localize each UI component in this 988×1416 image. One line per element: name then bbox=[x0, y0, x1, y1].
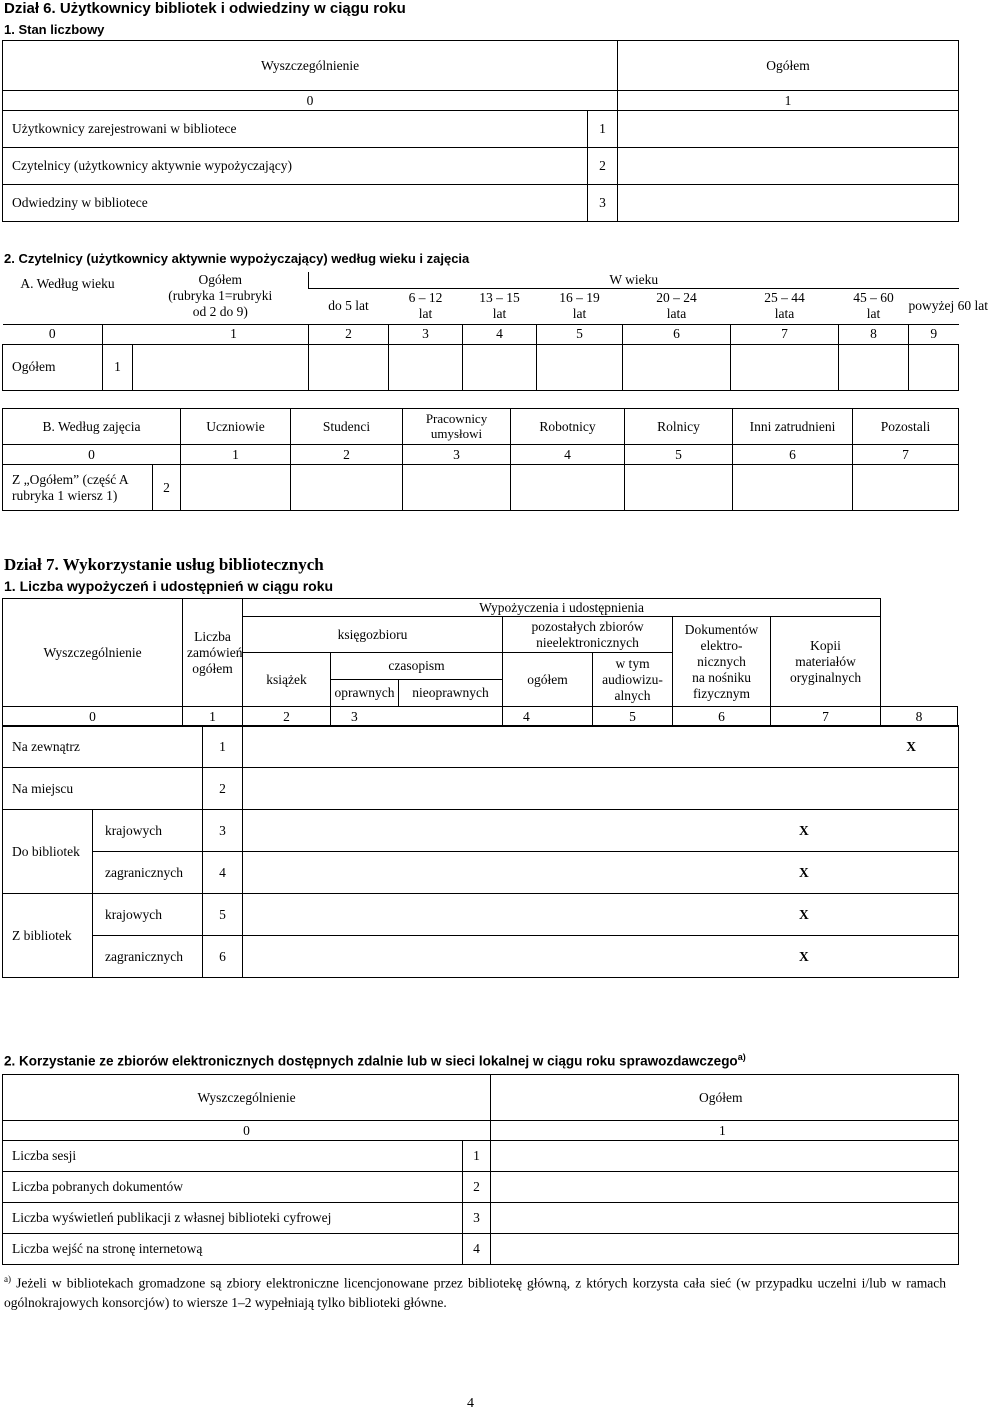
x-mark: X bbox=[243, 810, 959, 852]
age-col: 13 – 15 bbox=[479, 290, 520, 306]
footnote-mark: a) bbox=[4, 1274, 11, 1284]
section-7-subtitle-2 bbox=[4, 1052, 746, 1069]
value-cell[interactable] bbox=[853, 465, 959, 511]
value-cell[interactable] bbox=[733, 465, 853, 511]
value-cell[interactable] bbox=[463, 344, 537, 390]
row-sublabel: zagranicznych bbox=[93, 852, 203, 894]
col-number: 6 bbox=[673, 707, 771, 727]
value-cell[interactable] bbox=[133, 344, 309, 390]
col-number: 3 bbox=[331, 707, 503, 727]
readers-by-occupation-table bbox=[2, 408, 959, 511]
col-number: 1 bbox=[183, 707, 243, 727]
col-number: 9 bbox=[909, 324, 959, 344]
electronic-use-table bbox=[2, 1074, 959, 1265]
header-books: książek bbox=[243, 653, 331, 707]
col-number: 1 bbox=[618, 91, 959, 111]
col-number: 0 bbox=[3, 1121, 491, 1141]
row-number: 1 bbox=[463, 1141, 491, 1172]
col-number: 1 bbox=[103, 324, 309, 344]
col-number: 7 bbox=[771, 707, 881, 727]
col-number: 0 bbox=[3, 91, 618, 111]
col-number: 4 bbox=[511, 445, 625, 465]
col-number: 6 bbox=[623, 324, 731, 344]
value-cell[interactable] bbox=[491, 1203, 959, 1234]
age-col-unit: lat bbox=[492, 306, 507, 322]
header-total: Ogółem bbox=[618, 41, 959, 91]
age-col: 45 – 60 bbox=[853, 290, 894, 306]
col-number: 4 bbox=[463, 324, 537, 344]
occupation-col: Uczniowie bbox=[181, 409, 291, 445]
value-cell[interactable] bbox=[181, 465, 291, 511]
col-number: 5 bbox=[593, 707, 673, 727]
header-periodicals: czasopism bbox=[388, 658, 445, 673]
occupation-col: Studenci bbox=[291, 409, 403, 445]
value-cell[interactable] bbox=[491, 1234, 959, 1265]
col-number: 8 bbox=[839, 324, 909, 344]
row-number: 4 bbox=[463, 1234, 491, 1265]
footnote-text: Jeżeli w bibliotekach gromadzone są zbiory elektroniczne licencjonowane przez bibliotekę główną, z których korzysta cała sieć (w przypadku uczelni i/lub w ramach ogólnokrajowych konsorcjów) to wiersze 1–2 wypełniają tylko biblioteki główne. bbox=[4, 1275, 947, 1310]
age-col: do 5 lat bbox=[328, 298, 369, 314]
loans-table bbox=[2, 598, 958, 727]
occupation-col: Inni zatrudnieni bbox=[733, 409, 853, 445]
value-cell[interactable] bbox=[511, 465, 625, 511]
row-number: 3 bbox=[463, 1203, 491, 1234]
header-unbound: nieoprawnych bbox=[412, 685, 489, 700]
row-number: 2 bbox=[463, 1172, 491, 1203]
col-number: 7 bbox=[853, 445, 959, 465]
header-orders: Liczba bbox=[194, 628, 231, 644]
section-6-subtitle-2: 2. Czytelnicy (użytkownicy aktywnie wypożyczający) według wieku i zajęcia bbox=[4, 251, 470, 266]
age-col-unit: lat bbox=[418, 306, 433, 322]
users-count-table bbox=[2, 40, 959, 222]
col-number: 5 bbox=[625, 445, 733, 465]
row-label: Ogółem bbox=[3, 344, 103, 390]
value-cell[interactable] bbox=[625, 465, 733, 511]
col-number: 8 bbox=[881, 707, 958, 727]
col-number: 0 bbox=[3, 324, 103, 344]
row-number: 1 bbox=[588, 111, 618, 148]
row-label: Liczba wyświetleń publikacji z własnej biblioteki cyfrowej bbox=[3, 1203, 463, 1234]
header-total: Ogółem bbox=[198, 272, 242, 287]
row-label: Na miejscu bbox=[3, 768, 203, 810]
header-docs: fizycznym bbox=[693, 685, 750, 701]
value-cell[interactable] bbox=[389, 344, 463, 390]
age-col-unit: lata bbox=[774, 306, 795, 322]
section-7-title: Dział 7. Wykorzystanie usług bibliotecznych bbox=[4, 555, 324, 574]
header-specification: Wyszczególnienie bbox=[3, 599, 183, 707]
age-col-unit: lat bbox=[572, 306, 587, 322]
section-6-title: Dział 6. Użytkownicy bibliotek i odwiedziny w ciągu roku bbox=[4, 0, 406, 17]
row-sublabel: krajowych bbox=[93, 894, 203, 936]
col-number: 6 bbox=[733, 445, 853, 465]
row-number: 3 bbox=[203, 810, 243, 852]
row-number: 6 bbox=[203, 936, 243, 978]
row-label: Z „Ogółem” (część A rubryka 1 wiersz 1) bbox=[3, 465, 153, 511]
section-7-subtitle-1: 1. Liczba wypożyczeń i udostępnień w ciągu roku bbox=[4, 578, 334, 594]
col-number: 0 bbox=[3, 707, 183, 727]
header-docs: na nośniku bbox=[692, 669, 751, 685]
value-cell[interactable] bbox=[618, 111, 959, 148]
age-col: 6 – 12 bbox=[408, 290, 443, 306]
row-number: 2 bbox=[153, 465, 181, 511]
value-cell[interactable] bbox=[491, 1141, 959, 1172]
row-label: Użytkownicy zarejestrowani w bibliotece bbox=[3, 111, 588, 148]
col-number: 7 bbox=[731, 324, 839, 344]
header-other-collections: nieelektronicznych bbox=[536, 634, 639, 650]
footnote-ref: a) bbox=[737, 1052, 746, 1062]
header-other-collections: pozostałych zbiorów bbox=[531, 618, 644, 634]
value-cell[interactable] bbox=[309, 344, 389, 390]
value-cell[interactable] bbox=[839, 344, 909, 390]
header-specification: Wyszczególnienie bbox=[3, 41, 618, 91]
row-label: Z bibliotek bbox=[3, 894, 93, 978]
age-col: 16 – 19 bbox=[559, 290, 600, 306]
value-cell[interactable] bbox=[731, 344, 839, 390]
header-by-age: A. Według wieku bbox=[20, 276, 115, 291]
header-av: w tym bbox=[615, 655, 650, 671]
header-copies: Kopii bbox=[810, 637, 841, 653]
header-by-occupation: B. Według zajęcia bbox=[3, 409, 181, 445]
occupation-col: Pracownicy umysłowi bbox=[403, 409, 511, 445]
page-number: 4 bbox=[467, 1396, 474, 1411]
row-number: 2 bbox=[203, 768, 243, 810]
row-label: Liczba sesji bbox=[3, 1141, 463, 1172]
row-label: Odwiedziny w bibliotece bbox=[3, 185, 588, 222]
header-av: audiowizu- bbox=[602, 671, 663, 687]
value-cell[interactable] bbox=[618, 148, 959, 185]
header-total-note: (rubryka 1=rubryki bbox=[168, 288, 273, 303]
header-orders: zamówień bbox=[187, 644, 243, 660]
row-label: Na zewnątrz bbox=[3, 726, 203, 768]
col-number: 2 bbox=[309, 324, 389, 344]
header-specification: Wyszczególnienie bbox=[3, 1075, 491, 1121]
row-number: 4 bbox=[203, 852, 243, 894]
header-loans: Wypożyczenia i udostępnienia bbox=[243, 599, 881, 617]
value-cell[interactable] bbox=[623, 344, 731, 390]
value-cell[interactable] bbox=[403, 465, 511, 511]
header-other-total: ogółem bbox=[503, 653, 593, 707]
row-sublabel: zagranicznych bbox=[93, 936, 203, 978]
col-number: 1 bbox=[181, 445, 291, 465]
header-bound: oprawnych bbox=[331, 680, 399, 706]
section-6-subtitle-1: 1. Stan liczbowy bbox=[4, 22, 105, 37]
footnote bbox=[4, 1270, 946, 1312]
header-docs: nicznych bbox=[697, 653, 746, 669]
age-col-unit: lata bbox=[666, 306, 687, 322]
col-number: 4 bbox=[503, 707, 593, 727]
header-copies: oryginalnych bbox=[789, 669, 862, 685]
row-label: Czytelnicy (użytkownicy aktywnie wypożyczający) bbox=[3, 148, 588, 185]
row-number: 2 bbox=[588, 148, 618, 185]
header-copies: materiałów bbox=[795, 653, 856, 669]
readers-by-age-table bbox=[2, 272, 988, 391]
section-7-subtitle-2-text: 2. Korzystanie ze zbiorów elektronicznych dostępnych zdalnie lub w sieci lokalnej w ciągu roku sprawozdawczego bbox=[4, 1053, 738, 1069]
value-cell[interactable] bbox=[291, 465, 403, 511]
x-mark: X bbox=[243, 852, 959, 894]
col-number: 0 bbox=[3, 445, 181, 465]
x-mark: X bbox=[243, 936, 959, 978]
col-number: 1 bbox=[491, 1121, 959, 1141]
row-number: 3 bbox=[588, 185, 618, 222]
value-cell[interactable] bbox=[491, 1172, 959, 1203]
header-orders: ogółem bbox=[192, 660, 233, 676]
row-label: Liczba wejść na stronę internetową bbox=[3, 1234, 463, 1265]
header-docs: elektro- bbox=[700, 637, 743, 653]
x-mark: X bbox=[243, 894, 959, 936]
row-number: 1 bbox=[203, 726, 243, 768]
loans-rows-table bbox=[2, 725, 959, 978]
age-col: powyżej 60 lat bbox=[908, 298, 988, 314]
col-number: 3 bbox=[403, 445, 511, 465]
header-total: Ogółem bbox=[491, 1075, 959, 1121]
value-cell[interactable] bbox=[909, 344, 959, 390]
x-mark: X bbox=[243, 726, 959, 768]
header-age-group: W wieku bbox=[309, 272, 959, 288]
value-cell[interactable] bbox=[243, 768, 959, 810]
header-total-note: od 2 do 9) bbox=[192, 304, 248, 319]
header-docs: Dokumentów bbox=[684, 621, 759, 637]
header-collection: księgozbioru bbox=[243, 617, 503, 653]
age-col-unit: lat bbox=[866, 306, 881, 322]
value-cell[interactable] bbox=[618, 185, 959, 222]
occupation-col: Pozostali bbox=[853, 409, 959, 445]
row-sublabel: krajowych bbox=[93, 810, 203, 852]
value-cell[interactable] bbox=[537, 344, 623, 390]
row-number: 5 bbox=[203, 894, 243, 936]
header-av: alnych bbox=[614, 687, 651, 703]
occupation-col: Robotnicy bbox=[511, 409, 625, 445]
col-number: 5 bbox=[537, 324, 623, 344]
row-number: 1 bbox=[103, 344, 133, 390]
age-col: 25 – 44 bbox=[764, 290, 805, 306]
occupation-col: Rolnicy bbox=[625, 409, 733, 445]
col-number: 2 bbox=[243, 707, 331, 727]
col-number: 3 bbox=[389, 324, 463, 344]
row-label: Liczba pobranych dokumentów bbox=[3, 1172, 463, 1203]
col-number: 2 bbox=[291, 445, 403, 465]
row-label: Do bibliotek bbox=[3, 810, 93, 894]
age-col: 20 – 24 bbox=[656, 290, 697, 306]
